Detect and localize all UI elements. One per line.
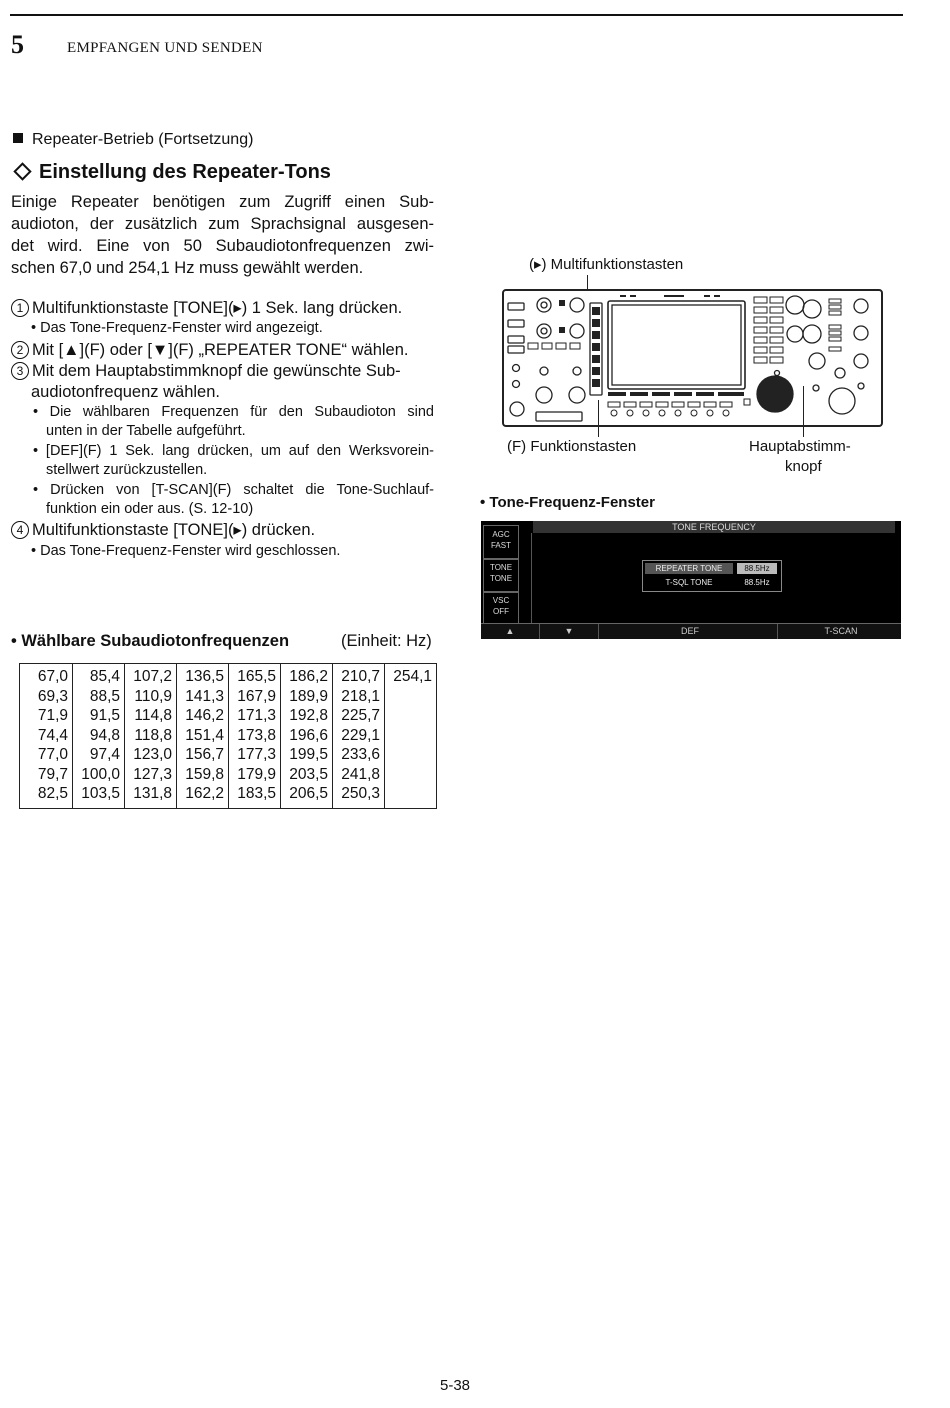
radio-front-panel <box>502 289 883 427</box>
table-cell: 67,0 <box>37 668 68 685</box>
table-cell: 177,3 <box>237 746 276 763</box>
table-cell: 241,8 <box>341 765 380 783</box>
table-cell: 103,5 <box>81 785 120 802</box>
tsql-tone-label[interactable]: T-SQL TONE <box>665 578 713 587</box>
table-cell: 127,3 <box>133 765 172 783</box>
intro-line: Einige Repeater benötigen zum Zugriff einen Sub- <box>11 193 434 211</box>
table-cell: 97,4 <box>89 746 120 763</box>
table-column <box>281 664 333 809</box>
step-3-note: • Drücken von [T-SCAN](F) schaltet die Tone-Suchlauf- <box>33 482 434 498</box>
table-column <box>229 664 281 809</box>
side-button-label: VSC <box>492 596 510 605</box>
side-button-label: AGC <box>492 530 510 539</box>
intro-paragraph <box>11 191 434 279</box>
step-number: 4 <box>11 521 29 539</box>
table-cell: 77,0 <box>37 746 68 763</box>
step-number: 1 <box>11 299 29 317</box>
table-cell: 162,2 <box>185 785 224 802</box>
frequency-table <box>19 663 437 809</box>
table-cell: 206,5 <box>289 785 328 802</box>
label-main-dial-cont: knopf <box>785 458 822 475</box>
table-cell: 151,4 <box>185 726 224 744</box>
chapter-number: 5 <box>11 30 24 59</box>
table-column <box>333 664 385 809</box>
table-cell: 69,3 <box>37 687 68 705</box>
side-button-value: OFF <box>493 607 509 616</box>
table-cell: 159,8 <box>185 765 224 783</box>
table-cell: 199,5 <box>289 746 328 763</box>
step-1-note: • Das Tone-Frequenz-Fenster wird angezeigt. <box>31 320 323 336</box>
table-cell: 100,0 <box>81 765 120 783</box>
table-cell: 85,4 <box>89 668 120 685</box>
table-cell: 225,7 <box>341 707 380 724</box>
label-main-dial: Hauptabstimm- <box>749 438 851 455</box>
table-cell: 186,2 <box>289 668 328 685</box>
side-button-value: FAST <box>490 541 511 550</box>
diamond-icon <box>13 163 31 181</box>
step-text: Mit dem Hauptabstimmknopf die gewünschte Sub- <box>32 362 401 380</box>
table-cell: 167,9 <box>237 687 276 705</box>
window-divider <box>531 533 532 623</box>
table-cell: 118,8 <box>134 726 172 744</box>
table-cell: 110,9 <box>134 687 172 705</box>
table-cell: 189,9 <box>289 687 328 705</box>
table-cell: 156,7 <box>185 746 224 763</box>
repeater-tone-label[interactable]: REPEATER TONE <box>645 563 733 574</box>
table-column <box>20 664 73 809</box>
intro-line: audioton, der zusätzlich zum Sprachsignal ausgesen- <box>11 215 434 233</box>
up-button[interactable]: ▲ <box>481 624 540 639</box>
window-title: TONE FREQUENCY <box>533 521 895 533</box>
table-column <box>125 664 177 809</box>
def-button[interactable]: DEF <box>603 624 778 639</box>
step-1 <box>11 298 402 319</box>
chapter-title: EMPFANGEN UND SENDEN <box>67 40 263 56</box>
down-button[interactable]: ▼ <box>540 624 599 639</box>
table-cell: 218,1 <box>341 687 380 705</box>
table-cell: 233,6 <box>341 746 380 763</box>
table-cell: 183,5 <box>237 785 276 802</box>
table-cell: 94,8 <box>89 726 120 744</box>
table-column <box>385 664 437 809</box>
table-unit: (Einheit: Hz) <box>341 632 432 650</box>
table-cell: 79,7 <box>37 765 68 783</box>
table-cell: 165,5 <box>237 668 276 685</box>
repeater-tone-value[interactable]: 88.5Hz <box>737 563 777 574</box>
side-button-agc[interactable] <box>483 525 519 560</box>
heading-label: Einstellung des Repeater-Tons <box>39 161 331 183</box>
t-scan-button[interactable]: T-SCAN <box>824 626 858 636</box>
table-cell: 114,8 <box>134 707 172 724</box>
step-text: Mit [▲](F) oder [▼](F) „REPEATER TONE“ wählen. <box>32 341 409 359</box>
table-cell: 173,8 <box>237 726 276 744</box>
table-cell: 179,9 <box>237 765 276 783</box>
section-title <box>13 131 253 149</box>
intro-line: det wird. Eine von 50 Subaudiotonfrequenzen zwi- <box>11 237 434 255</box>
step-3-note: • Die wählbaren Frequenzen für den Subaudioton sind <box>33 404 434 420</box>
step-3-cont: audiotonfrequenz wählen. <box>31 383 220 401</box>
step-text: Multifunktionstaste [TONE](▸) drücken. <box>32 521 316 539</box>
step-number: 2 <box>11 341 29 359</box>
intro-line: schen 67,0 und 254,1 Hz muss gewählt werden. <box>11 259 364 277</box>
table-cell: 123,0 <box>133 746 172 763</box>
tsql-tone-value[interactable]: 88.5Hz <box>744 578 770 587</box>
table-cell: 131,8 <box>133 785 172 802</box>
square-bullet-icon <box>13 133 23 143</box>
step-3 <box>11 361 401 382</box>
label-multifunction-keys: (▸) Multifunktionstasten <box>529 256 684 273</box>
table-cell: 146,2 <box>185 707 224 724</box>
step-text: Multifunktionstaste [TONE](▸) 1 Sek. lang drücken. <box>32 299 403 317</box>
section-label: Repeater-Betrieb (Fortsetzung) <box>32 131 254 148</box>
leader-line <box>598 400 599 437</box>
radio-illustration <box>504 291 881 425</box>
tone-frequency-window <box>481 521 901 638</box>
table-cell: 171,3 <box>237 707 276 724</box>
side-button-value: TONE <box>489 574 513 583</box>
table-cell: 250,3 <box>341 785 380 802</box>
table-cell: 210,7 <box>341 668 380 685</box>
step-3-note-cont: stellwert zurückzustellen. <box>46 462 208 478</box>
step-3-note: • [DEF](F) 1 Sek. lang drücken, um auf den Werksvorein- <box>33 443 434 459</box>
table-title: • Wählbare Subaudiotonfrequenzen <box>11 632 290 650</box>
leader-line <box>803 386 804 437</box>
header-rule <box>10 14 903 16</box>
label-function-keys: (F) Funktionstasten <box>507 438 637 455</box>
step-4-note: • Das Tone-Frequenz-Fenster wird geschlossen. <box>31 543 341 559</box>
table-cell: 136,5 <box>185 668 224 685</box>
heading <box>13 161 331 184</box>
side-button-vsc[interactable] <box>483 591 519 626</box>
step-number: 3 <box>11 362 29 380</box>
tone-settings-box <box>642 560 782 592</box>
table-cell: 91,5 <box>89 707 120 724</box>
side-button-tone[interactable] <box>483 558 519 593</box>
table-cell: 107,2 <box>133 668 172 685</box>
table-cell: 74,4 <box>37 726 68 744</box>
side-button-label: TONE <box>489 563 513 572</box>
step-3-note-cont: unten in der Tabelle aufgeführt. <box>46 423 246 439</box>
table-cell: 203,5 <box>289 765 328 783</box>
table-cell: 71,9 <box>37 707 68 724</box>
table-column <box>73 664 125 809</box>
table-cell: 254,1 <box>393 668 432 685</box>
page-number: 5-38 <box>440 1377 471 1394</box>
step-3-note-cont: funktion ein oder aus. (S. 12-10) <box>46 501 254 517</box>
table-cell: 88,5 <box>89 687 120 705</box>
table-cell: 82,5 <box>37 785 68 802</box>
table-cell: 141,3 <box>185 687 224 705</box>
function-key-bar <box>481 623 901 639</box>
table-cell: 229,1 <box>341 726 380 744</box>
step-4 <box>11 520 315 541</box>
table-cell: 196,6 <box>289 726 328 744</box>
window-caption: • Tone-Frequenz-Fenster <box>480 494 655 511</box>
table-row <box>20 664 437 809</box>
table-cell: 192,8 <box>289 707 328 724</box>
table-column <box>177 664 229 809</box>
step-2 <box>11 340 408 361</box>
